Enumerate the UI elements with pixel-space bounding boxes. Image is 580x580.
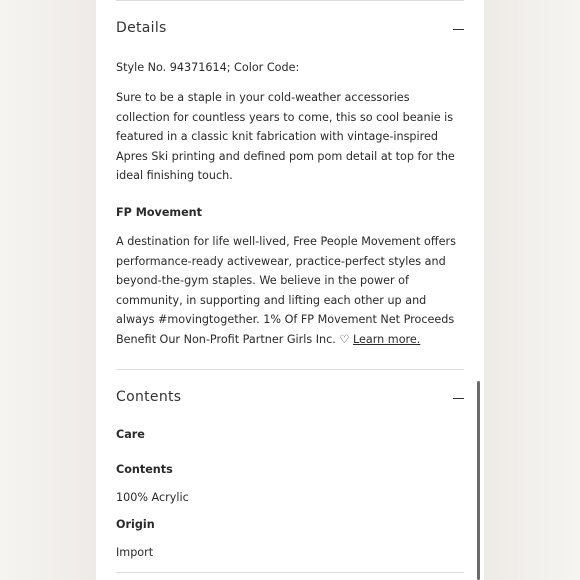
contents-section-title[interactable]: Contents <box>116 389 182 405</box>
description-line-2: collection for countless years to come, this so cool beanie is <box>116 110 454 124</box>
description-line-3: featured in a classic knit fabrication with vintage-inspired <box>116 130 438 144</box>
brand-text-line-6 <box>116 330 466 350</box>
brand-text-line-2: performance-ready activewear, practice-perfect styles and <box>116 254 446 268</box>
contents-collapse-icon[interactable] <box>453 398 464 399</box>
origin-value: Import <box>116 546 154 559</box>
scrollbar-thumb[interactable] <box>477 381 480 580</box>
contents-heading: Contents <box>116 463 173 476</box>
learn-more-link[interactable]: Learn more. <box>352 333 421 346</box>
description-line-4: Apres Ski printing and defined pom pom detail at top for the <box>116 149 455 163</box>
style-number: Style No. 94371614; Color Code: <box>116 61 300 74</box>
brand-text-line-5: always #movingtogether. 1% Of FP Movement Net Proceeds <box>116 313 455 327</box>
backdrop-left <box>0 0 96 580</box>
care-heading: Care <box>116 428 145 441</box>
brand-heading: FP Movement <box>116 206 202 219</box>
backdrop-right <box>484 0 580 580</box>
details-section-title[interactable]: Details <box>116 20 167 36</box>
details-collapse-icon[interactable] <box>453 29 464 30</box>
divider-top <box>116 0 464 1</box>
brand-text-line-4: community, in supporting and lifting each other up and <box>116 293 427 307</box>
origin-heading: Origin <box>116 518 155 531</box>
contents-value: 100% Acrylic <box>116 491 189 504</box>
divider-middle <box>116 369 464 370</box>
description-line-1: Sure to be a staple in your cold-weather accessories <box>116 91 410 104</box>
brand-text-line-1: A destination for life well-lived, Free People Movement offers <box>116 235 456 248</box>
product-info-panel <box>96 0 484 580</box>
description-line-5: ideal finishing touch. <box>116 169 233 183</box>
brand-text-partner: Benefit Our Non-Profit Partner Girls Inc. ♡ <box>116 333 350 346</box>
divider-bottom <box>116 572 464 573</box>
brand-text-line-3: beyond-the-gym staples. We believe in the power of <box>116 274 409 288</box>
